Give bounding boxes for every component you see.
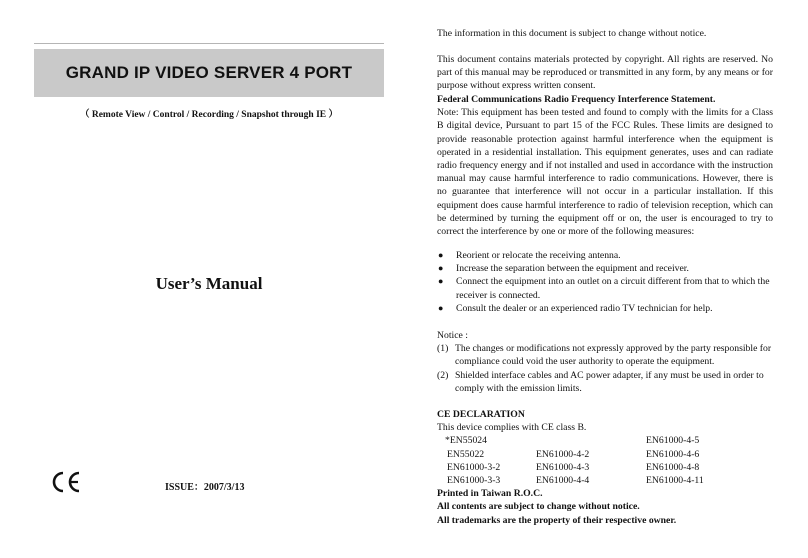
- standard-cell: EN61000-4-4: [536, 475, 590, 487]
- measures-list: [437, 249, 773, 315]
- bullet-icon: ●: [438, 263, 444, 274]
- bullet-icon: ●: [438, 302, 444, 313]
- title-banner: [34, 49, 384, 97]
- list-item: ● Consult the dealer or an experienced radio TV technician for help.: [438, 302, 713, 314]
- fcc-body: Note: This equipment has been tested and found to comply with the limits for a Class B digital device, Pursuant to part 15 of the FCC Rules. These limits are designed to provide reasonable protection against harmful interference when the equipment is operated in a residential installation. This equipment generates, uses and can radiate radio frequency energy and if not installed and used in accordance with the instruction manual may cause harmful interference to radio communications. However, there is no guarantee that interference will not occur in a particular installation. If this equipment does cause harmful interference to radio of television reception, which can be determined by turning the equipment off or on, the user is encouraged to try to correct the interference by one or more of the following measures:: [437, 107, 773, 238]
- fcc-heading: Federal Communications Radio Frequency Interference Statement.: [437, 94, 716, 105]
- standard-cell: EN61000-4-6: [646, 448, 700, 460]
- standards-table: [447, 434, 773, 487]
- copyright-statement: This document contains materials protected by copyright. All rights are reserved. No part of this manual may be reproduced or transmitted in any form, by any means or for purpose without express written consent.: [437, 54, 774, 92]
- trademark-notice: All trademarks are the property of their respective owner.: [437, 514, 677, 526]
- ce-intro: This device complies with CE class B.: [437, 422, 587, 434]
- notice-page: [437, 0, 777, 558]
- change-notice: The information in this document is subject to change without notice.: [437, 28, 707, 39]
- ce-mark-icon: [50, 470, 82, 494]
- notice-list: [437, 342, 773, 395]
- ce-declaration: [437, 408, 773, 527]
- list-item: ● Increase the separation between the equipment and receiver.: [438, 263, 689, 275]
- standard-cell: EN61000-4-8: [646, 461, 700, 473]
- list-item: (1) The changes or modifications not expressly approved by the party responsible for compliance could void the user authority to operate the equipment.: [437, 343, 772, 368]
- issue-date: ISSUE：2007/3/13: [165, 482, 245, 493]
- fcc-statement: [437, 93, 773, 238]
- title-divider: [34, 43, 384, 44]
- standard-cell: EN61000-4-3: [536, 461, 590, 473]
- list-item: ● Reorient or relocate the receiving antenna.: [438, 250, 621, 261]
- standard-cell: [536, 434, 646, 447]
- list-item: ● Connect the equipment into an outlet on a circuit different from that to which the receiver is connected.: [438, 276, 770, 301]
- standard-cell: *EN55024: [445, 435, 487, 447]
- product-title: GRAND IP VIDEO SERVER 4 PORT: [65, 63, 353, 82]
- manual-title: User’s Manual: [155, 274, 263, 293]
- bullet-icon: ●: [438, 250, 444, 260]
- ce-heading: CE DECLARATION: [437, 409, 525, 420]
- standard-cell: EN61000-3-2: [447, 461, 501, 473]
- standard-cell: EN61000-4-2: [536, 448, 590, 460]
- cover-page: [0, 0, 400, 558]
- list-item: (2) Shielded interface cables and AC power adapter, if any must be used in order to comply with the emission limits.: [437, 369, 764, 394]
- standard-cell: EN61000-4-11: [646, 475, 704, 487]
- notice-label: Notice :: [437, 330, 468, 341]
- printed-location: Printed in Taiwan R.O.C.: [437, 488, 543, 500]
- standard-cell: EN61000-3-3: [447, 475, 501, 487]
- standard-cell: EN55022: [447, 448, 485, 460]
- change-disclaimer: All contents are subject to change without notice.: [437, 501, 640, 513]
- notice-section: [437, 329, 773, 395]
- bullet-icon: ●: [438, 276, 444, 287]
- standard-cell: EN61000-4-5: [646, 435, 700, 447]
- product-subtitle: （ Remote View / Control / Recording / Snapshot through IE ）: [79, 110, 338, 120]
